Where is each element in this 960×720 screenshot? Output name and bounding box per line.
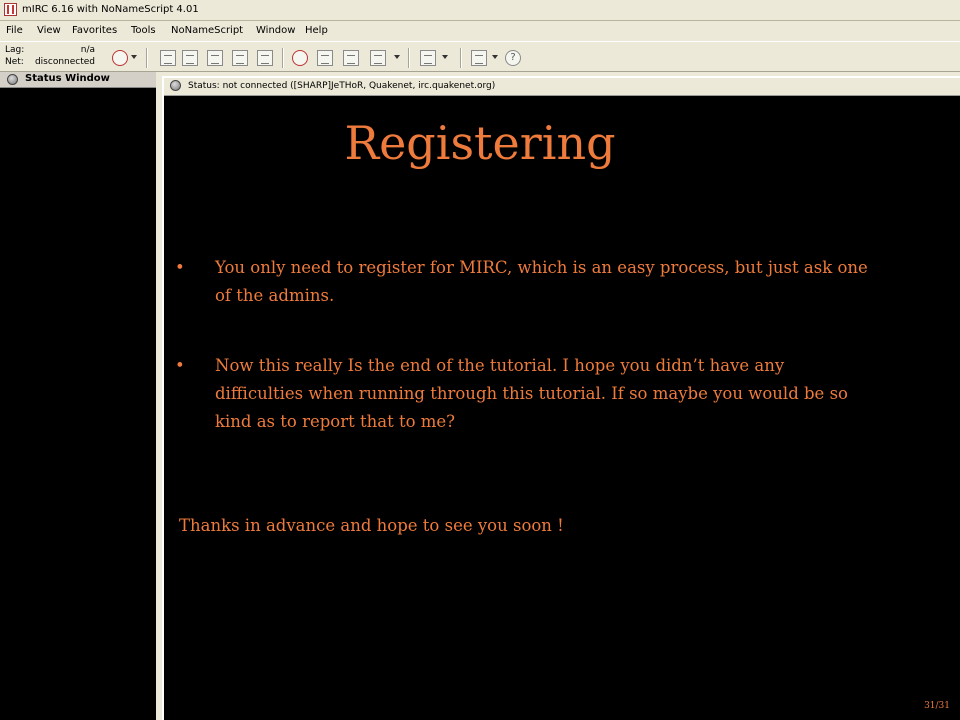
lag-value: n/a (80, 45, 95, 55)
treebar-status-item[interactable] (0, 72, 156, 88)
notes-icon[interactable] (257, 50, 273, 66)
menu-nonamescript[interactable]: NoNameScript (171, 25, 244, 36)
status-window-icon (7, 74, 18, 85)
net-label: Net: (5, 57, 24, 67)
toolbar-separator (408, 48, 410, 68)
connect-icon[interactable] (112, 50, 128, 66)
address-book-icon[interactable] (232, 50, 248, 66)
timer-icon[interactable] (292, 50, 308, 66)
channels-list-icon[interactable] (182, 50, 198, 66)
plugin-dropdown-icon[interactable] (492, 55, 498, 59)
help-icon[interactable]: ? (505, 50, 521, 66)
status-window-titlebar[interactable] (164, 78, 960, 96)
toolbar-separator (146, 48, 148, 68)
menu-help[interactable]: Help (305, 25, 328, 36)
bullet-text: Now this really Is the end of the tutorial. I hope you didn’t have any difficulties when running through this tutorial. If so maybe you would be so kind as to report that to me? (215, 356, 848, 431)
title-bar (0, 0, 960, 21)
page-number: 31/31 (924, 701, 950, 711)
plugin-icon[interactable] (471, 50, 487, 66)
treebar-status-label: Status Window (25, 73, 110, 84)
status-window-title-icon (170, 80, 181, 91)
received-dropdown-icon[interactable] (394, 55, 400, 59)
bullet-dot: • (175, 258, 185, 277)
toolbar-separator (460, 48, 462, 68)
mirc-app-icon[interactable] (4, 3, 17, 16)
menu-file[interactable]: File (6, 25, 23, 36)
thanks-text: Thanks in advance and hope to see you soon ! (179, 516, 564, 535)
menu-view[interactable]: View (37, 25, 61, 36)
bullet-dot: • (175, 356, 185, 375)
window-title: mIRC 6.16 with NoNameScript 4.01 (22, 4, 199, 15)
bullet-text: You only need to register for MIRC, which is an easy process, but just ask one of the admins. (215, 258, 868, 305)
net-value: disconnected (34, 57, 95, 67)
tile-windows-icon[interactable] (420, 50, 436, 66)
connect-dropdown-icon[interactable] (131, 55, 137, 59)
menu-window[interactable]: Window (256, 25, 296, 36)
menu-favorites[interactable]: Favorites (72, 25, 118, 36)
menu-bar (0, 21, 960, 41)
toolbar (0, 41, 960, 72)
slide-title: Registering (344, 116, 616, 170)
lag-label: Lag: (5, 45, 25, 55)
toolbar-separator (282, 48, 284, 68)
received-files-icon[interactable] (370, 50, 386, 66)
status-window-title: Status: not connected ([SHARP]JeTHoR, Quakenet, irc.quakenet.org) (188, 81, 496, 91)
tile-dropdown-icon[interactable] (442, 55, 448, 59)
dcc-send-icon[interactable] (317, 50, 333, 66)
dcc-chat-icon[interactable] (343, 50, 359, 66)
options-icon[interactable] (160, 50, 176, 66)
menu-tools[interactable]: Tools (131, 25, 156, 36)
scripts-editor-icon[interactable] (207, 50, 223, 66)
